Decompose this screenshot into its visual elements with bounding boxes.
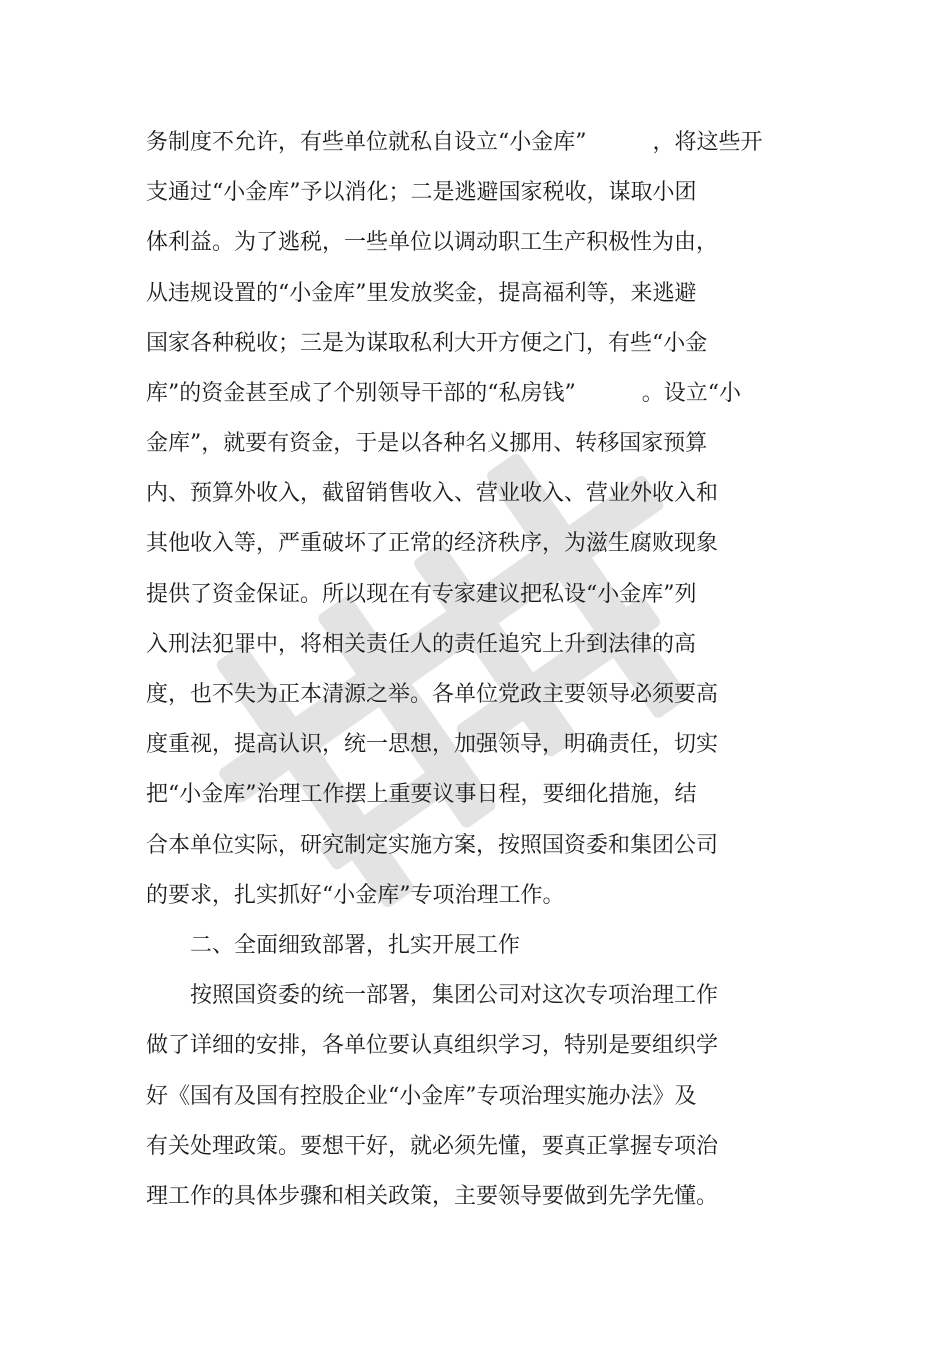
paragraph-line: 入刑法犯罪中，将相关责任人的责任追究上升到法律的高 — [146, 632, 697, 657]
section-heading: 二、全面细致部署，扎实开展工作 — [190, 933, 521, 958]
paragraph-line: 国家各种税收；三是为谋取私利大开方便之门，有些“小金 — [146, 331, 708, 356]
paragraph-line: 合本单位实际，研究制定实施方案，按照国资委和集团公司 — [146, 833, 719, 858]
paragraph-line: 其他收入等，严重破坏了正常的经济秩序，为滋生腐败现象 — [146, 531, 719, 556]
paragraph-line: 度重视，提高认识，统一思想，加强领导，明确责任，切实 — [146, 732, 719, 757]
paragraph-line: 内、预算外收入，截留销售收入、营业收入、营业外收入和 — [146, 481, 719, 506]
paragraph-line: 从违规设置的“小金库”里发放奖金，提高福利等，来逃避 — [146, 281, 697, 306]
paragraph-line: 理工作的具体步骤和相关政策，主要领导要做到先学先懂。 — [146, 1184, 719, 1209]
paragraph-line: 的要求，扎实抓好“小金库”专项治理工作。 — [146, 883, 565, 908]
paragraph-line: 提供了资金保证。所以现在有专家建议把私设“小金库”列 — [146, 582, 697, 607]
paragraph-line: 库”的资金甚至成了个别领导干部的“私房钱” 。设立“小 — [146, 381, 741, 406]
paragraph-line: 务制度不允许，有些单位就私自设立“小金库” ，将这些开 — [146, 130, 763, 155]
paragraph-line: 把“小金库”治理工作摆上重要议事日程，要细化措施，结 — [146, 782, 697, 807]
paragraph-line: 有关处理政策。要想干好，就必须先懂，要真正掌握专项治 — [146, 1134, 719, 1159]
paragraph-line: 好《国有及国有控股企业“小金库”专项治理实施办法》及 — [146, 1084, 697, 1109]
paragraph-line: 金库”，就要有资金，于是以各种名义挪用、转移国家预算 — [146, 431, 708, 456]
paragraph-line: 支通过“小金库”予以消化；二是逃避国家税收，谋取小团 — [146, 180, 697, 205]
paragraph-line: 体利益。为了逃税，一些单位以调动职工生产积极性为由， — [146, 230, 719, 255]
paragraph-line: 度，也不失为正本清源之举。各单位党政主要领导必须要高 — [146, 682, 719, 707]
paragraph-line: 做了详细的安排，各单位要认真组织学习，特别是要组织学 — [146, 1033, 719, 1058]
paragraph-line: 按照国资委的统一部署，集团公司对这次专项治理工作 — [190, 983, 719, 1008]
